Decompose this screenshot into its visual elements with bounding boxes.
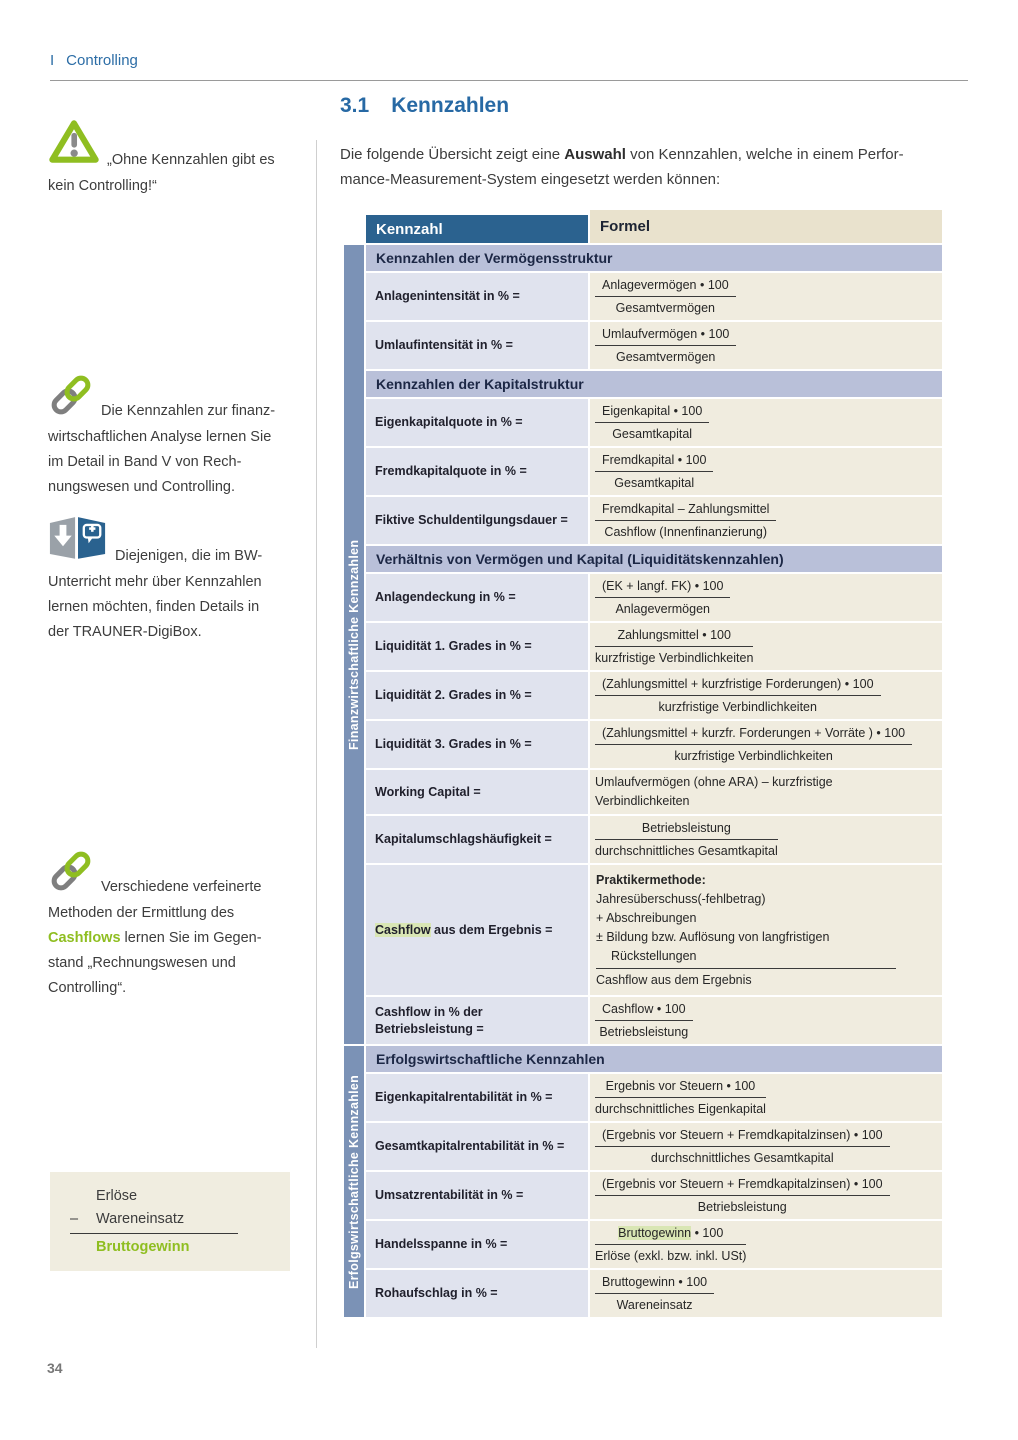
note2-line2: Methoden der Ermittlung des: [48, 905, 235, 921]
fraction-denominator: Wareneinsatz: [616, 1298, 693, 1312]
formula-fraction: [595, 1175, 890, 1216]
kennzahl-label-cell: [366, 399, 588, 446]
kennzahl-label-cell: [366, 1221, 588, 1268]
formula-fraction: [595, 819, 778, 860]
digibox-note-line3: lernen möchten, finden Details in: [48, 599, 260, 615]
formula-fraction: [595, 1273, 714, 1314]
intro-line1: [340, 142, 960, 167]
note2-line3-rest: lernen Sie im Gegen-: [120, 930, 262, 946]
formel-cell: [590, 770, 942, 814]
fraction-numerator: (EK + langf. FK) • 100: [595, 577, 730, 598]
intro-line1-post: von Kennzahlen, welche in einem Perfor-: [625, 146, 904, 163]
note2-line5: Controlling“.: [48, 980, 127, 996]
calc-wareneinsatz-label: Wareneinsatz: [96, 1211, 185, 1227]
kennzahl-label-cell: [366, 322, 588, 369]
note1-line2: wirtschaftlichen Analyse lernen Sie: [48, 429, 272, 445]
formel-cell: [590, 623, 942, 670]
intro-bold-word: Auswahl: [564, 146, 626, 163]
fraction-denominator: Gesamtkapital: [614, 476, 695, 490]
digibox-note: [48, 514, 310, 645]
fraction-denominator: Gesamtvermögen: [615, 301, 716, 315]
formel-cell: [590, 1074, 942, 1121]
kennzahl-label-cell: [366, 1123, 588, 1170]
table-section-label: Erfolgswirtschaftliche Kennzahlen: [376, 1051, 605, 1067]
note2-line3: [48, 926, 310, 951]
cross-reference-note-1: [48, 374, 310, 500]
kennzahl-label-cell: [366, 672, 588, 719]
chain-link-icon: [48, 374, 94, 425]
kennzahl-label: Fremdkapitalquote in % =: [375, 464, 527, 478]
kennzahl-label-cell: [366, 623, 588, 670]
fraction-numerator: Umlaufvermögen • 100: [595, 325, 736, 346]
cashflow-calculation-lines: Jahresüberschuss(-fehlbetrag) + Abschreibungen ± Bildung bzw. Auflösung von langfristigen Rückstellungen: [596, 892, 830, 963]
formel-cell: [590, 322, 942, 369]
note1-line4: nungswesen und Controlling.: [48, 479, 236, 495]
formula-fraction: [595, 402, 709, 443]
kennzahl-label: Liquidität 2. Grades in % =: [375, 688, 532, 702]
fraction-numerator: Bruttogewinn • 100: [595, 1273, 714, 1294]
kennzahl-label-cell: [366, 770, 588, 814]
note2-line4: stand „Rechnungswesen und: [48, 955, 236, 971]
kennzahl-label: aus dem Ergebnis =: [430, 922, 553, 937]
formula-fraction: [595, 675, 881, 716]
fraction-numerator: Betriebsleistung: [595, 819, 778, 840]
kennzahl-label: Kapitalumschlagshäufigkeit =: [375, 832, 552, 846]
kennzahl-label: Umlaufintensität in % =: [375, 338, 513, 352]
fraction-numerator: (Zahlungsmittel + kurzfr. Forderungen + Vorräte ) • 100: [595, 724, 912, 745]
fraction-denominator: Cashflow (Innenfinanzierung): [604, 525, 768, 539]
cashflows-green-word: Cashflows: [48, 930, 121, 946]
fraction-denominator: kurzfristige Verbindlichkeiten: [658, 700, 817, 714]
chapter-section-mark: I: [50, 52, 55, 69]
formel-cell: [590, 721, 942, 768]
formula-fraction: [595, 626, 753, 667]
kennzahl-label: Working Capital =: [375, 784, 481, 799]
formel-cell: [590, 399, 942, 446]
fraction-denominator: durchschnittliches Gesamtkapital: [650, 1151, 834, 1165]
kennzahl-label: Handelsspanne in % =: [375, 1237, 508, 1251]
formula-fraction: [595, 276, 736, 317]
table-side-label: Erfolgswirtschaftliche Kennzahlen: [344, 1046, 364, 1317]
formel-cell: [590, 1270, 942, 1317]
formel-cell: [590, 1221, 942, 1268]
note1-line3: im Detail in Band V von Rech-: [48, 454, 242, 470]
table-header-kennzahl: Kennzahl: [366, 215, 588, 243]
formula-fraction: [595, 500, 776, 541]
kennzahl-label: Rohaufschlag in % =: [375, 1286, 498, 1300]
kennzahl-label: Umsatzrentabilität in % =: [375, 1188, 524, 1202]
kennzahl-label-cell: [366, 497, 588, 544]
formel-cell: [590, 816, 942, 863]
kennzahl-label-cell: [366, 448, 588, 495]
formula-fraction: [595, 451, 713, 492]
fraction-numerator: Fremdkapital • 100: [595, 451, 713, 472]
chapter-title: Controlling: [66, 52, 138, 69]
warning-triangle-icon: [48, 118, 100, 174]
fraction-numerator: Ergebnis vor Steuern • 100: [595, 1077, 766, 1098]
praktikermethode-title: Praktikermethode:: [596, 873, 706, 887]
fraction-numerator: Anlagevermögen • 100: [595, 276, 736, 297]
fraction-denominator: durchschnittliches Gesamtkapital: [595, 844, 778, 858]
fraction-denominator: Betriebsleistung: [599, 1025, 689, 1039]
calc-erloese-label: Erlöse: [96, 1188, 138, 1204]
kennzahl-label-cell: [366, 1270, 588, 1317]
formel-cell: [590, 273, 942, 320]
kennzahl-label: Anlagendeckung in % =: [375, 590, 516, 604]
formula-text: Umlaufvermögen (ohne ARA) – kurzfristige Verbindlichkeiten: [595, 775, 833, 808]
fraction-numerator: Zahlungsmittel • 100: [595, 626, 753, 647]
formula-fraction: [595, 1000, 693, 1041]
formel-cell: [590, 1172, 942, 1219]
formel-cell: [590, 497, 942, 544]
kennzahl-label-cell: [366, 574, 588, 621]
note2-line1: Verschiedene verfeinerte: [101, 879, 262, 895]
note1-line1: Die Kennzahlen zur finanz-: [101, 403, 276, 419]
header-rule: [50, 80, 968, 81]
kennzahl-label-cell: [366, 273, 588, 320]
calc-row-wareneinsatz: [70, 1208, 238, 1234]
formel-cell: [590, 997, 942, 1044]
fraction-denominator: Betriebsleistung: [697, 1200, 787, 1214]
bruttogewinn-calc-box: [50, 1172, 290, 1271]
kennzahl-label: Cashflow in % der Betriebsleistung =: [375, 1004, 484, 1036]
table-section-row: [366, 546, 942, 572]
intro-line1-pre: Die folgende Übersicht zeigt eine: [340, 146, 565, 163]
table-header-formel: Formel: [590, 210, 942, 243]
kennzahlen-table: [344, 210, 944, 1317]
table-section-row: [366, 371, 942, 397]
kennzahl-label: Gesamtkapitalrentabilität in % =: [375, 1139, 565, 1153]
cross-reference-note-2: [48, 850, 310, 1001]
margin-divider-line: [316, 140, 317, 1348]
numerator-highlight: Bruttogewinn: [618, 1226, 692, 1240]
table-section-label: Kennzahlen der Vermögensstruktur: [376, 250, 613, 266]
kennzahl-label: Liquidität 1. Grades in % =: [375, 639, 532, 653]
intro-paragraph: [340, 142, 960, 192]
kennzahl-label-cell: [366, 721, 588, 768]
formula-fraction: [595, 1126, 890, 1167]
fraction-denominator: Gesamtkapital: [612, 427, 693, 441]
table-section-row: [366, 1046, 942, 1072]
calc-bruttogewinn-result: Bruttogewinn: [96, 1239, 190, 1255]
fraction-numerator: Cashflow • 100: [595, 1000, 693, 1021]
kennzahl-label: Fiktive Schuldentilgungsdauer =: [375, 513, 568, 527]
formula-fraction: [595, 325, 736, 366]
fraction-numerator: Eigenkapital • 100: [595, 402, 709, 423]
digibox-note-line2: Unterricht mehr über Kennzahlen: [48, 574, 262, 590]
fraction-denominator: Gesamtvermögen: [616, 350, 716, 364]
fraction-denominator: Erlöse (exkl. bzw. inkl. USt): [595, 1249, 747, 1263]
calc-row-erloese: [70, 1185, 290, 1208]
digibox-note-line1: Diejenigen, die im BW-: [115, 548, 263, 564]
formel-cell: [590, 574, 942, 621]
table-section-row: [366, 245, 942, 271]
kennzahl-label-cell: [366, 1074, 588, 1121]
section-heading-title: Kennzahlen: [391, 94, 510, 117]
fraction-numerator: (Ergebnis vor Steuern + Fremdkapitalzinsen) • 100: [595, 1126, 890, 1147]
fraction-numerator: (Zahlungsmittel + kurzfristige Forderungen) • 100: [595, 675, 881, 696]
fraction-numerator: (Ergebnis vor Steuern + Fremdkapitalzinsen) • 100: [595, 1175, 890, 1196]
formula-fraction: [595, 577, 730, 618]
cashflow-sum-line: Cashflow aus dem Ergebnis: [596, 968, 896, 989]
kennzahl-label-cell: [366, 997, 588, 1044]
formel-cell: [590, 448, 942, 495]
chapter-header: [50, 52, 138, 69]
section-heading: [340, 94, 509, 118]
kennzahl-label-cell: [366, 865, 588, 995]
warning-note-line1: „Ohne Kennzahlen gibt es: [107, 152, 275, 168]
table-section-label: Kennzahlen der Kapitalstruktur: [376, 376, 584, 392]
fraction-denominator: kurzfristige Verbindlichkeiten: [595, 651, 754, 665]
warning-note: [48, 118, 310, 199]
formel-cell: [590, 672, 942, 719]
kennzahl-label-cell: [366, 1172, 588, 1219]
formula-fraction: [595, 1077, 766, 1118]
formel-cell: [590, 1123, 942, 1170]
kennzahl-label: Eigenkapitalrentabilität in % =: [375, 1090, 553, 1104]
table-section-label: Verhältnis von Vermögen und Kapital (Liquiditätskennzahlen): [376, 551, 784, 567]
digibox-note-line4: der TRAUNER-DigiBox.: [48, 624, 202, 640]
section-heading-number: 3.1: [340, 94, 370, 117]
formel-cell-cashflow: [590, 865, 942, 995]
warning-note-line2: kein Controlling!“: [48, 178, 157, 194]
chain-link-icon: [48, 850, 94, 901]
fraction-numerator: Fremdkapital – Zahlungsmittel: [595, 500, 776, 521]
calc-row-bruttogewinn: [70, 1236, 290, 1259]
label-highlight: Cashflow: [375, 922, 431, 937]
digibox-icon: [48, 514, 108, 570]
intro-line2: mance-Measurement-System eingesetzt werden können:: [340, 171, 721, 188]
kennzahl-label: Liquidität 3. Grades in % =: [375, 737, 532, 751]
formula-fraction: [595, 1224, 746, 1265]
minus-operator: –: [70, 1211, 79, 1227]
page-number: 34: [47, 1360, 63, 1376]
table-side-label: Finanzwirtschaftliche Kennzahlen: [344, 245, 364, 1044]
formula-fraction: [595, 724, 912, 765]
kennzahl-label: Anlagenintensität in % =: [375, 289, 520, 303]
kennzahl-label-cell: [366, 816, 588, 863]
fraction-numerator: Bruttogewinn • 100: [595, 1224, 746, 1245]
kennzahl-label: Eigenkapitalquote in % =: [375, 415, 523, 429]
fraction-denominator: Anlagevermögen: [615, 602, 710, 616]
fraction-denominator: durchschnittliches Eigenkapital: [595, 1102, 766, 1116]
fraction-denominator: kurzfristige Verbindlichkeiten: [674, 749, 833, 763]
